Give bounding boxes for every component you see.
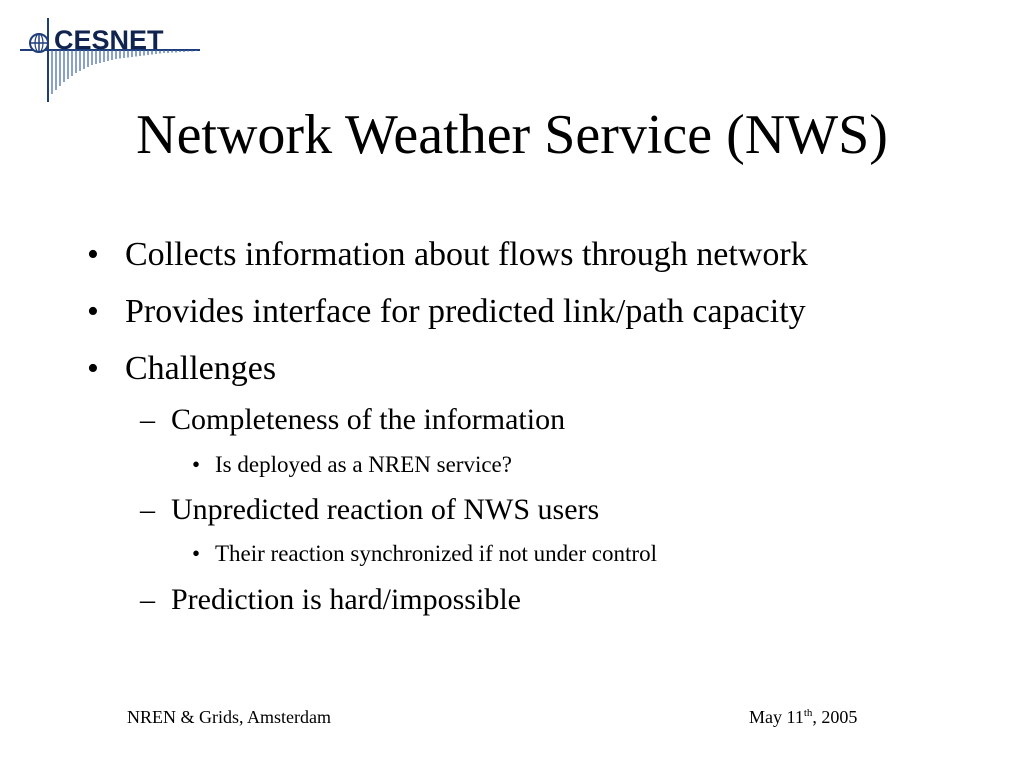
bullet-marker: •: [87, 293, 99, 330]
footer-date: [749, 706, 857, 728]
slide-title: Network Weather Service (NWS): [136, 104, 888, 166]
footer-date-suffix: th: [803, 707, 813, 719]
bullet-provides-interface: Provides interface for predicted link/path capacity: [125, 293, 806, 330]
footer-event: NREN & Grids, Amsterdam: [127, 707, 331, 727]
sub-bullet-dash: –: [140, 493, 155, 526]
sub-bullet-completeness: Completeness of the information: [171, 403, 566, 436]
footer-date-year: , 2005: [812, 707, 858, 727]
footer-date-main: May 11: [749, 707, 804, 727]
sub-sub-bullet-nren-service: Is deployed as a NREN service?: [215, 452, 512, 477]
bullet-challenges: Challenges: [125, 350, 277, 387]
sub-bullet-unpredicted-reaction: Unpredicted reaction of NWS users: [171, 493, 600, 526]
sub-sub-bullet-marker: •: [192, 452, 201, 477]
sub-sub-bullet-synchronized: Their reaction synchronized if not under control: [215, 541, 657, 566]
bullet-marker: •: [87, 236, 99, 273]
bullet-marker: •: [87, 350, 99, 387]
sub-bullet-dash: –: [140, 583, 155, 616]
sub-sub-bullet-marker: •: [192, 541, 201, 566]
sub-bullet-dash: –: [140, 403, 155, 436]
sub-bullet-prediction: Prediction is hard/impossible: [171, 583, 521, 616]
bullet-collects-information: Collects information about flows through network: [125, 236, 808, 273]
cesnet-logo-text: CESNET: [54, 25, 164, 55]
